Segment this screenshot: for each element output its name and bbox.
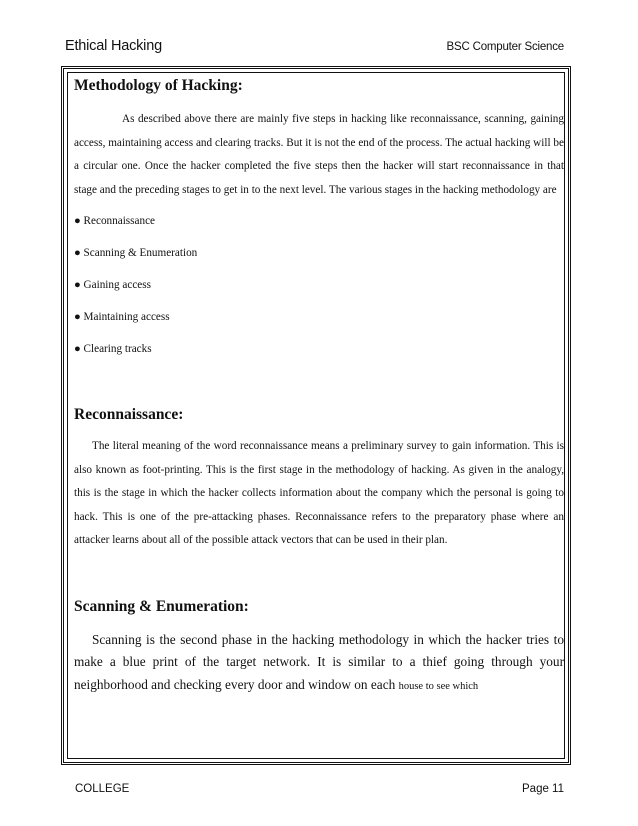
page-content [74, 74, 564, 698]
list-item: ● Reconnaissance [74, 215, 156, 227]
list-item: ● Gaining access [74, 279, 151, 291]
heading-methodology: Methodology of Hacking: [74, 77, 243, 94]
list-item: ● Scanning & Enumeration [74, 247, 198, 259]
paragraph-scanning [74, 629, 564, 699]
heading-reconnaissance: Reconnaissance: [74, 406, 184, 423]
page-footer [75, 783, 564, 795]
list-item: ● Maintaining access [74, 311, 170, 323]
paragraph-methodology: As described above there are mainly five steps in hacking like reconnaissance, scanning, gaining access, maintaining access and clearing tracks. But it is not the end of the process. The actual hacking will be a circular one. Once the hacker completed the five steps then the hacker will start reconnaissance in that stage and the preceding stages to get in to the next level. The various stages in the hacking methodology are [74, 113, 564, 196]
heading-scanning: Scanning & Enumeration: [74, 597, 249, 615]
paragraph-scanning-tail: house to see which [398, 680, 479, 692]
methodology-stages-list [74, 211, 564, 371]
paragraph-reconnaissance: The literal meaning of the word reconnaissance means a preliminary survey to gain information. This is also known as foot-printing. This is the first stage in the methodology of hacking. As given in the analogy, this is the stage in which the hacker collects information about the company which the personal is going to hack. This is one of the pre-attacking phases. Reconnaissance refers to the preparatory phase where an attacker learns about all of the possible attack vectors that can be used in their plan. [74, 440, 564, 546]
list-item: ● Clearing tracks [74, 343, 152, 355]
header-subject: BSC Computer Science [446, 41, 564, 53]
paragraph-scanning-main: Scanning is the second phase in the hacking methodology in which the hacker tries to make a blue print of the target network. It is similar to a thief going through your neighborhood and checking every door and window on each [74, 631, 564, 692]
header-title: Ethical Hacking [65, 38, 162, 54]
page-number: Page 11 [522, 783, 564, 795]
footer-college: COLLEGE [75, 783, 130, 795]
page-header [65, 38, 564, 54]
